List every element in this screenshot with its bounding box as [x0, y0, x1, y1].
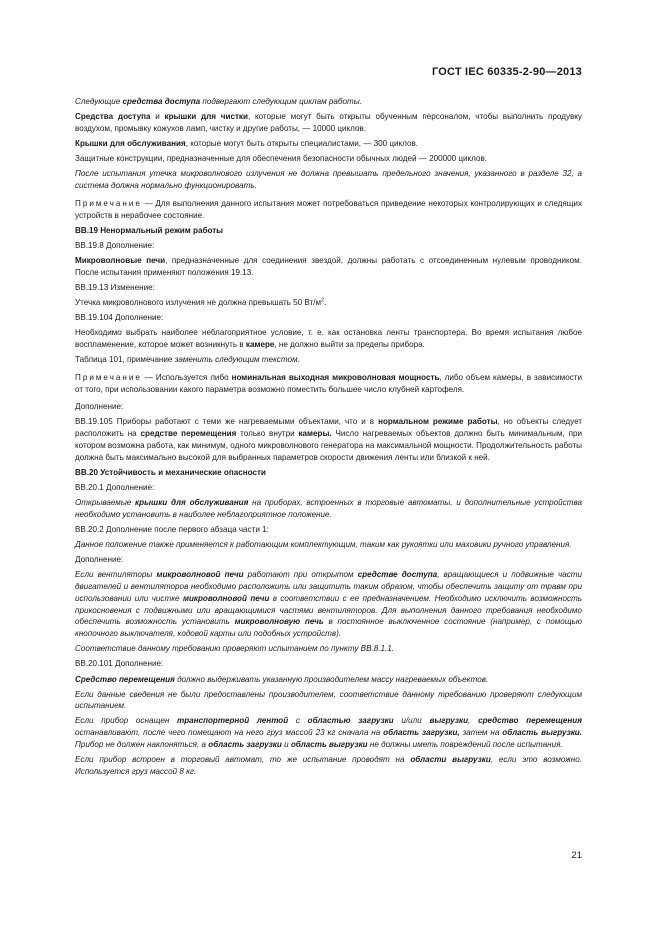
term: микроволновой печи	[156, 570, 244, 580]
text: Необходимо выбрать наиболее неблагоприятное условие, т. е. как остановка ленты транспортера. Во время испытания любое воспламенение, которое может возникнуть в	[75, 328, 582, 349]
clause-ref: ВВ.19.13 Изменение:	[75, 282, 155, 292]
text: ,	[468, 716, 479, 726]
section-heading: ВВ.20 Устойчивость и механические опасности	[75, 467, 266, 477]
clause-ref: ВВ.20.2 Дополнение после первого абзаца части 1:	[75, 524, 269, 534]
document-header: ГОСТ IEC 60335-2-90—2013	[431, 66, 582, 78]
paragraph	[75, 96, 582, 108]
text: Открываемые	[75, 498, 136, 508]
term: область выгрузки	[290, 740, 368, 750]
page-number: 21	[571, 850, 582, 861]
note-text: — Для выполнения данного испытания может потребоваться приведение некоторых контролирующих и следящих устройств в нерабочее состояние.	[75, 198, 582, 220]
paragraph	[75, 327, 582, 351]
text: работают при открытом	[243, 570, 358, 580]
term: области выгрузки	[410, 755, 491, 765]
paragraph: Соответствие данному требованию проверяют испытанием по пункту ВВ.8.1.1.	[75, 644, 394, 654]
paragraph	[75, 354, 582, 366]
term: область загрузки	[208, 740, 282, 750]
text: и	[150, 112, 165, 122]
paragraph	[75, 569, 582, 640]
term: средстве перемещения	[140, 429, 237, 439]
note-label: Примечание	[75, 372, 142, 382]
paragraph	[75, 297, 582, 309]
text: в постоянное выключенное состояние (например, с помощью кнопочного выключателя, кодовой карты или подобных устройств).	[75, 617, 583, 639]
paragraph	[75, 754, 582, 778]
clause-ref: Дополнение:	[75, 555, 124, 565]
paragraph	[75, 255, 582, 279]
document-body	[75, 96, 582, 781]
term: крышки для обслуживания	[135, 498, 249, 508]
paragraph: После испытания утечка микроволнового излучения не должна превышать предельного значения, указанного в разделе 32, а система должна нормально функционировать.	[75, 169, 582, 190]
text: подвергают следующим циклам работы.	[200, 97, 362, 106]
text: в соответствии с ее предназначением. Необходимо исключить возможность прикосновения с подвижными или вращающимися частями вентиляторов. Для выполнения данного требования необходимо обеспечить возможность установить	[75, 593, 582, 627]
text: с	[288, 716, 308, 726]
text: должно выдерживать указанную производителем массу нагреваемых объектов.	[174, 674, 489, 684]
text: на приборах, встроенных в торговые автоматы, и дополнительные устройства необходимо установить в наиболее неблагоприятное положение.	[75, 498, 582, 519]
superscript: 2	[321, 297, 325, 304]
text: заменить следующим текстом.	[174, 354, 300, 364]
term: Микроволновые печи	[75, 255, 166, 265]
paragraph	[75, 416, 582, 463]
term: областью загрузки	[307, 716, 394, 726]
paragraph	[75, 715, 582, 750]
paragraph	[75, 497, 582, 521]
term: микроволновую печь	[234, 617, 324, 627]
text: , которые могут быть открыты обученным персоналом, чтобы выполнить продувку воздухом, промывку кожухов ламп, чистку и другие работы, — 10000 циклов.	[75, 112, 582, 133]
term: камере	[245, 339, 275, 349]
paragraph: Данное положение также применяется к работающим комплектующим, таким как рукоятки или маховики ручного управления.	[75, 540, 572, 550]
term: камеры.	[298, 429, 332, 439]
text: Прибор не должен наклоняться, а	[75, 740, 209, 750]
text: затем на	[459, 728, 503, 738]
paragraph	[75, 138, 582, 150]
term: микроволновой печи	[182, 593, 270, 603]
clause-ref: ВВ.20.101 Дополнение:	[75, 659, 164, 669]
note-text: — Используется либо	[141, 372, 232, 382]
text: ВВ.19.105 Приборы работают с теми же нагреваемыми объектами, что и в	[75, 417, 379, 427]
text: Следующие	[75, 97, 123, 106]
text: Утечка микроволнового излучения не должна превышать 50 Вт/м	[75, 297, 322, 307]
term: выгрузки	[429, 716, 469, 726]
note-text: , либо объем камеры, в зависимости от того, при использовании какого параметра возможно поместить большее число клубней картофеля.	[75, 372, 582, 394]
term: средстве доступа	[357, 570, 438, 580]
text: Если вентиляторы	[75, 570, 157, 580]
text: , но объекты следует расположить на	[75, 417, 583, 439]
text: Число нагреваемых объектов должно быть минимальным, при котором возможна работа, как минимум, одного микроволнового генератора на максимальной мощности. Продолжительность работы должна быть максимально высокой для выбранных параметров скорости движения ленты или близкой к ней.	[75, 429, 583, 462]
text: не должны иметь повреждений после испытания.	[367, 740, 563, 750]
paragraph: Защитные конструкции, предназначенные для обеспечения безопасности обычных людей — 200000 циклов.	[75, 154, 488, 164]
term: область загрузки,	[383, 728, 460, 738]
term: нормальном режиме работы	[378, 417, 498, 427]
text: Если прибор встроен в торговый автомат, то же испытание проводят на	[75, 755, 411, 765]
text: , которые могут быть открыты специалистами, — 300 циклов.	[185, 138, 418, 148]
clause-ref: ВВ.20.1 Дополнение:	[75, 482, 155, 492]
term: крышки для чистки	[164, 112, 248, 122]
paragraph: Если данные сведения не были предоставлены производителем, соответствие данному требованию проверяют следующим испытанием.	[75, 689, 582, 711]
term: номинальная выходная микроволновая мощность	[231, 372, 440, 382]
text: Если прибор оснащен	[75, 716, 177, 726]
clause-ref: ВВ.19.8 Дополнение:	[75, 240, 155, 250]
text: , предназначенные для соединения звездой, должны работать с отсоединенным нулевым проводником. После испытания применяют положения 19.13.	[75, 255, 582, 277]
note	[75, 198, 582, 222]
term: средства доступа	[122, 97, 201, 106]
text: , не должно выйти за пределы прибора.	[274, 339, 425, 349]
note-label: Примечание	[75, 198, 142, 208]
term: область выгрузки.	[502, 728, 582, 738]
text: и	[281, 740, 291, 750]
section-heading: ВВ.19 Ненормальный режим работы	[75, 225, 224, 235]
term: средство перемещения	[478, 716, 582, 726]
term: Средство перемещения	[75, 674, 175, 684]
text: только внутри	[236, 429, 299, 439]
text: .	[324, 297, 327, 307]
text: Таблица 101, примечание	[75, 354, 175, 364]
paragraph	[75, 111, 582, 135]
paragraph	[75, 674, 582, 686]
text: останавливают, после чего помещают на него груз массой 23 кг сначала на	[75, 728, 384, 738]
term: транспортерной лентой	[177, 716, 289, 726]
text: , вращающиеся и подвижные части двигателей и вентиляторов необходимо расположить или защитить таким образом, чтобы обеспечить защиту от травм при использовании или чистке	[75, 570, 582, 603]
clause-ref: ВВ.19.104 Дополнение:	[75, 312, 164, 322]
term: Средства доступа	[75, 112, 151, 122]
text: , если это возможно. Используется груз массой 8 кг.	[75, 755, 582, 776]
text: и/или	[393, 716, 430, 726]
term: Крышки для обслуживания	[75, 138, 186, 148]
note	[75, 372, 582, 396]
clause-ref: Дополнение:	[75, 402, 124, 412]
